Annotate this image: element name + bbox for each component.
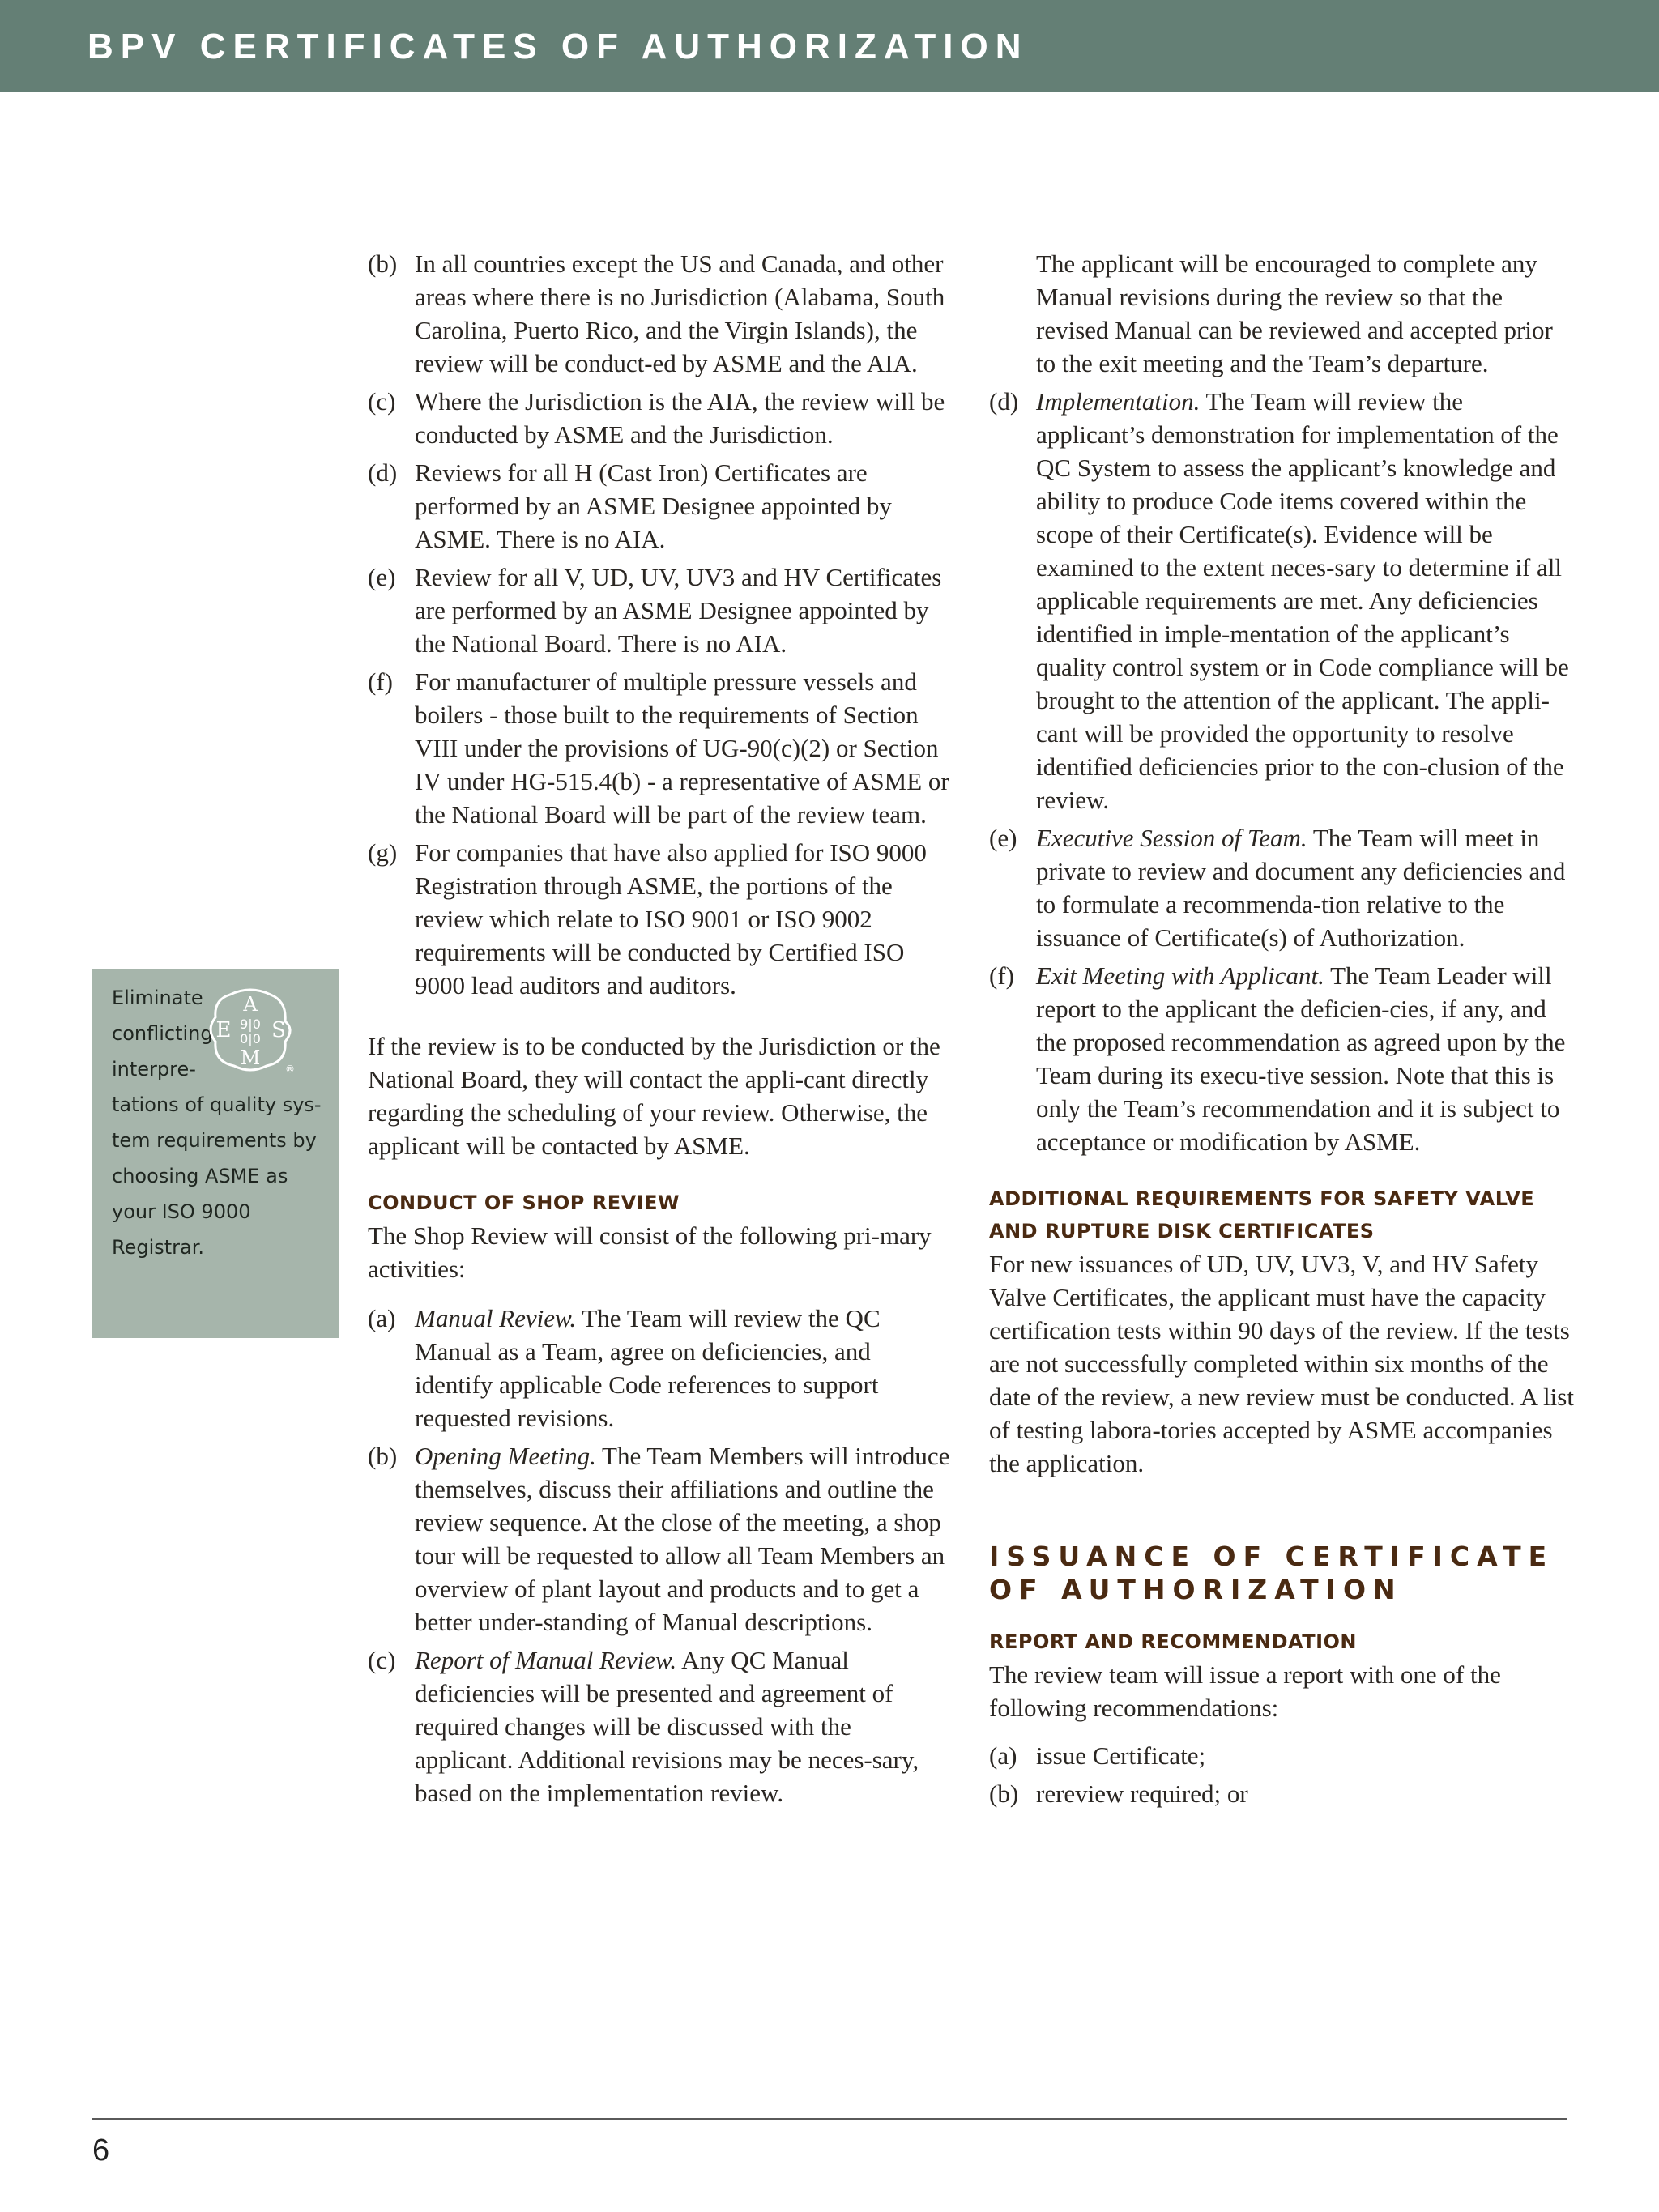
logo-letter-left: E — [215, 1018, 232, 1042]
sidebar-line: conflicting — [112, 1022, 213, 1045]
sidebar-line: tations of quality sys- — [112, 1093, 322, 1116]
logo-letter-top: A — [243, 993, 258, 1016]
sidebar-line: your ISO 9000 — [112, 1200, 251, 1223]
list-item: (c) Where the Jurisdiction is the AIA, the review will be conducted by ASME and the Jurisdiction. — [368, 387, 945, 449]
header-band — [0, 0, 1659, 92]
list-item: (a) Manual Review. The Team will review the QC Manual as a Team, agree on deficiencies, and identify applicable Code references to support requested revisions. — [368, 1304, 881, 1432]
list-item: (d) Implementation. The Team will review the applicant’s demonstration for implementation of the QC System to assess the applicant’s knowledge and ability to produce Code items covered within the scope of their Certificate(s). Evidence will be examined to the extent neces-sary to determine if all applicable requirements are met. Any deficiencies identified in imple-mentation of the applicant’s quality control system or in Code compliance will be brought to the attention of the applicant. The appli-cant will be provided the opportunity to resolve identified deficiencies prior to the con-clusion of the review. — [989, 387, 1569, 814]
heading-report-and-recommendation: REPORT AND RECOMMENDATION — [989, 1630, 1357, 1653]
paragraph: If the review is to be conducted by the Jurisdiction or the National Board, they will contact the appli-cant directly regarding the scheduling of your review. Otherwise, the applicant will be contacted by ASME. — [368, 1032, 940, 1160]
logo-registered: ® — [285, 1063, 295, 1074]
asme-logo-icon — [206, 985, 295, 1074]
list-item: (g) For companies that have also applied for ISO 9000 Registration through ASME, the portions of the review which relate to ISO 9001 or ISO 9002 requirements will be conducted by Certified ISO 9000 lead auditors and auditors. — [368, 838, 927, 999]
page-header-title: BPV CERTIFICATES OF AUTHORIZATION — [87, 27, 1029, 66]
sidebar-line: tem requirements by — [112, 1129, 317, 1152]
list-item: (c) Report of Manual Review. Any QC Manual deficiencies will be presented and agreement of required changes will be discussed with the applicant. Additional revisions may be neces-sary, based on the implementation review. — [368, 1646, 919, 1807]
sidebar-callout — [92, 969, 339, 1338]
paragraph: The applicant will be encouraged to complete any Manual revisions during the review so that the revised Manual can be reviewed and accepted prior to the exit meeting and the Team’s departure. — [1036, 249, 1553, 377]
sidebar-line: interpre- — [112, 1058, 196, 1080]
paragraph: For new issuances of UD, UV, UV3, V, and HV Safety Valve Certificates, the applicant must have the capacity certification tests within 90 days of the review. If the tests are not successfully completed within six months of the date of the review, a new review must be conducted. A list of testing labora-tories accepted by ASME accompanies the application. — [989, 1250, 1574, 1477]
list-item: (e) Executive Session of Team. The Team will meet in private to review and document any deficiencies and to formulate a recommenda-tion relative to the issuance of Certificate(s) of Authorization. — [989, 824, 1566, 952]
sidebar-line: Eliminate — [112, 987, 203, 1009]
list-item: (b) Opening Meeting. The Team Members will introduce themselves, discuss their affiliations and outline the review sequence. At the close of the meeting, a shop tour will be requested to allow all Team Members an overview of plant layout and products and to get a better under-standing of Manual descriptions. — [368, 1442, 950, 1636]
list-item: (b) rereview required; or — [989, 1779, 1248, 1808]
heading-conduct-of-shop-review: CONDUCT OF SHOP REVIEW — [368, 1191, 680, 1214]
logo-center-top: 9|0 — [240, 1016, 261, 1032]
list-item: (d) Reviews for all H (Cast Iron) Certificates are performed by an ASME Designee appointed by ASME. There is no AIA. — [368, 458, 892, 553]
logo-letter-bottom: M — [240, 1046, 261, 1069]
paragraph: The Shop Review will consist of the following pri-mary activities: — [368, 1221, 932, 1283]
section-heading-authorization: OF AUTHORIZATION — [989, 1574, 1403, 1605]
sidebar-line: Registrar. — [112, 1236, 205, 1259]
logo-center-bottom: 0|0 — [240, 1031, 261, 1046]
logo-letter-right: S — [271, 1018, 286, 1042]
page-number: 6 — [92, 2133, 110, 2167]
list-item: (a) issue Certificate; — [989, 1741, 1206, 1770]
section-heading-issuance: ISSUANCE OF CERTIFICATE — [989, 1541, 1555, 1572]
list-item: (f) Exit Meeting with Applicant. The Team Leader will report to the applicant the deficien-cies, if any, and the proposed recommendation as agreed upon by the Team during its execu-tive session. Note that this is only the Team’s recommendation and it is subject to acceptance or modification by ASME. — [989, 961, 1566, 1156]
list-item: (b) In all countries except the US and Canada, and other areas where there is no Jurisdiction (Alabama, South Carolina, Puerto Rico, and the Virgin Islands), the review will be conduct-ed by ASME and the AIA. — [368, 249, 945, 377]
middle-column — [368, 247, 953, 1814]
right-column — [989, 247, 1574, 1815]
list-item: (e) Review for all V, UD, UV, UV3 and HV Certificates are performed by an ASME Designee appointed by the National Board. There is no AIA. — [368, 563, 942, 658]
paragraph: The review team will issue a report with one of the following recommendations: — [989, 1660, 1501, 1722]
footer-rule — [92, 2118, 1567, 2120]
list-item: (f) For manufacturer of multiple pressure vessels and boilers - those built to the requirements of Section VIII under the provisions of UG-90(c)(2) or Section IV under HG-515.4(b) - a representative of ASME or the National Board will be part of the review team. — [368, 667, 949, 829]
heading-additional-requirements: ADDITIONAL REQUIREMENTS FOR SAFETY VALVE AND RUPTURE DISK CERTIFICATES — [989, 1187, 1535, 1242]
sidebar-line: choosing ASME as — [112, 1165, 288, 1187]
